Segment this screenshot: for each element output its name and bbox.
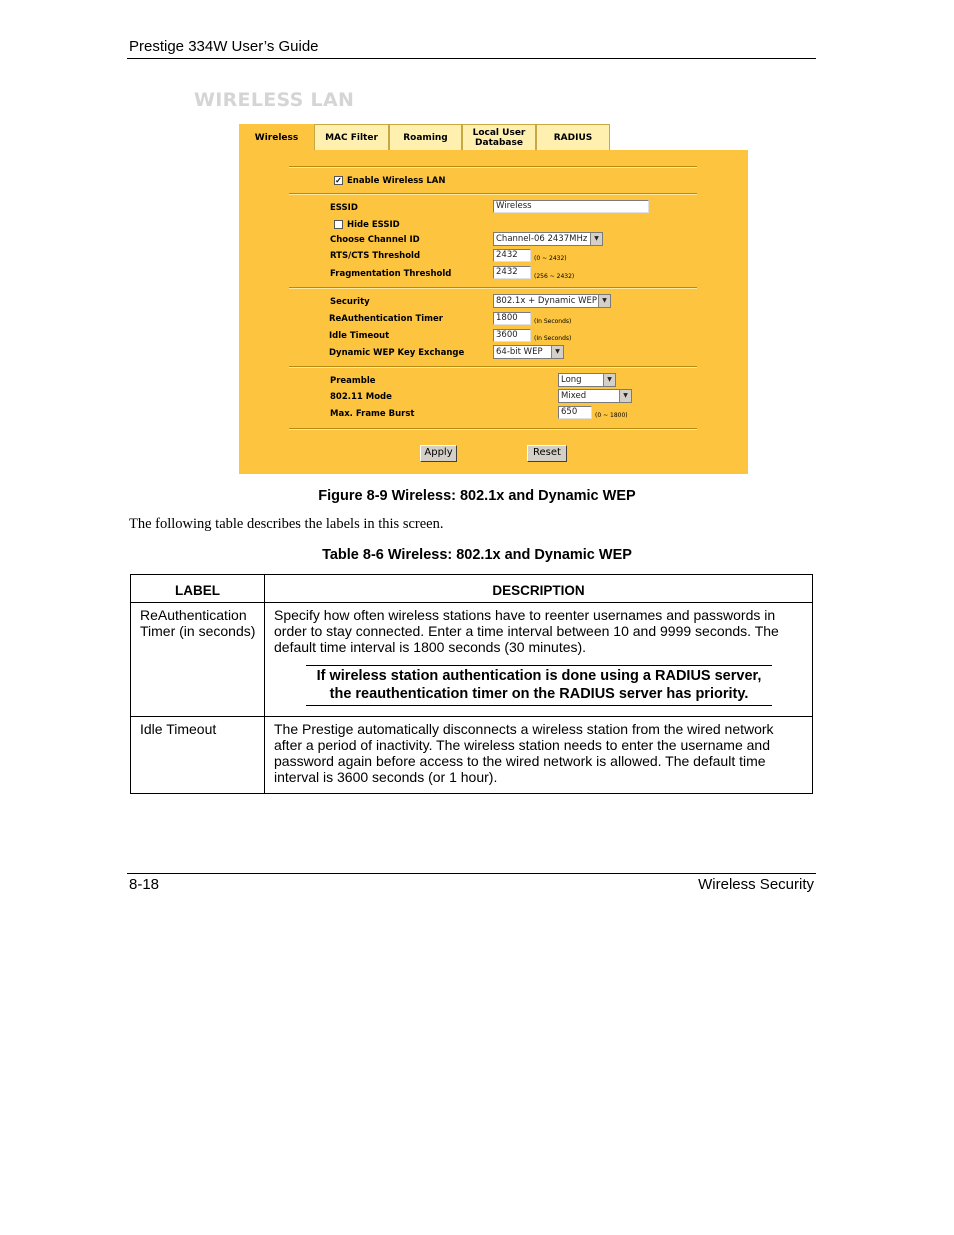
- row-description: The Prestige automatically disconnects a wireless station from the wired network after a period of inactivity. The wireless station needs to enter the username and password again before access to the wired network is allowed. The default time interval is 3600 seconds (or 1 hour).: [265, 717, 813, 794]
- row-description: [265, 603, 813, 717]
- intro-text: The following table describes the labels in this screen.: [129, 516, 444, 532]
- preamble-select-value: Long: [561, 375, 582, 385]
- rts-label: RTS/CTS Threshold: [330, 251, 421, 261]
- essid-label: ESSID: [330, 203, 358, 213]
- frame-burst-label: Max. Frame Burst: [330, 409, 415, 419]
- idle-timeout-input[interactable]: 3600: [493, 329, 531, 342]
- fragmentation-label: Fragmentation Threshold: [330, 269, 452, 279]
- description-table: [130, 574, 813, 794]
- header-divider: [127, 58, 816, 59]
- enable-wireless-lan-checkbox[interactable]: ✓: [335, 176, 342, 185]
- idle-timeout-label: Idle Timeout: [329, 331, 390, 341]
- table-header-row: [131, 575, 813, 603]
- rts-input[interactable]: 2432: [493, 249, 531, 262]
- wep-key-exchange-value: 64-bit WEP: [496, 347, 543, 357]
- reauth-timer-label: ReAuthentication Timer: [329, 314, 443, 324]
- channel-label: Choose Channel ID: [330, 235, 420, 245]
- tab-bar: [239, 124, 610, 150]
- security-label: Security: [330, 297, 370, 307]
- channel-select[interactable]: [493, 232, 603, 246]
- idle-timeout-hint: (In Seconds): [534, 335, 572, 342]
- wep-key-exchange-label: Dynamic WEP Key Exchange: [329, 348, 465, 358]
- wireless-settings-panel: [239, 150, 748, 474]
- reset-button[interactable]: Reset: [527, 445, 567, 462]
- chevron-down-icon: ▼: [619, 390, 631, 402]
- label-column-header: LABEL: [131, 575, 265, 603]
- page-number: 8-18: [129, 876, 160, 893]
- description-text: Specify how often wireless stations have to reenter usernames and passwords in order to stay connected. Enter a time interval between 10 and 9999 seconds. The default time interval is 1800 seconds (30 minutes).: [274, 607, 779, 655]
- tab-mac-filter[interactable]: MAC Filter: [314, 124, 389, 150]
- essid-input[interactable]: Wireless: [493, 200, 649, 213]
- security-select-value: 802.1x + Dynamic WEP: [496, 296, 597, 306]
- chevron-down-icon: ▼: [590, 233, 602, 245]
- description-column-header: DESCRIPTION: [265, 575, 813, 603]
- chevron-down-icon: ▼: [603, 374, 615, 386]
- section-name: Wireless Security: [698, 876, 814, 893]
- row-label: Idle Timeout: [131, 717, 265, 794]
- reauth-timer-hint: (In Seconds): [534, 318, 572, 325]
- divider: [289, 193, 697, 194]
- apply-button[interactable]: Apply: [420, 445, 457, 462]
- header-title: Prestige 334W User’s Guide: [129, 38, 319, 55]
- preamble-select[interactable]: [558, 373, 616, 387]
- figure-caption: Figure 8-9 Wireless: 802.1x and Dynamic WEP: [318, 488, 636, 504]
- fragmentation-input[interactable]: 2432: [493, 266, 531, 279]
- hide-essid-label: Hide ESSID: [347, 220, 400, 230]
- reauth-timer-input[interactable]: 1800: [493, 312, 531, 325]
- tab-roaming[interactable]: Roaming: [389, 124, 462, 150]
- channel-select-value: Channel-06 2437MHz: [496, 234, 588, 244]
- mode-select[interactable]: [558, 389, 632, 403]
- row-label: ReAuthentication Timer (in seconds): [131, 603, 265, 717]
- chevron-down-icon: ▼: [551, 346, 563, 358]
- mode-label: 802.11 Mode: [330, 392, 392, 402]
- table-row: [131, 717, 813, 794]
- fragmentation-range-hint: (256 ~ 2432): [534, 273, 575, 280]
- divider: [289, 166, 697, 167]
- tab-local-user-database[interactable]: Local User Database: [462, 124, 536, 150]
- note-box: If wireless station authentication is done using a RADIUS server, the reauthentication timer on the RADIUS server has priority.: [306, 665, 772, 706]
- hide-essid-checkbox[interactable]: [334, 220, 343, 229]
- mode-select-value: Mixed: [561, 391, 587, 401]
- screen-title: WIRELESS LAN: [194, 89, 355, 111]
- preamble-label: Preamble: [330, 376, 376, 386]
- tab-wireless[interactable]: Wireless: [239, 124, 314, 150]
- divider: [289, 287, 697, 288]
- security-select[interactable]: [493, 294, 611, 308]
- divider: [289, 366, 697, 367]
- frame-burst-hint: (0 ~ 1800): [595, 412, 628, 419]
- tab-radius[interactable]: RADIUS: [536, 124, 610, 150]
- rts-range-hint: (0 ~ 2432): [534, 255, 567, 262]
- table-caption: Table 8-6 Wireless: 802.1x and Dynamic WEP: [322, 547, 632, 563]
- divider: [289, 428, 697, 429]
- chevron-down-icon: ▼: [598, 295, 610, 307]
- table-row: [131, 603, 813, 717]
- enable-wireless-lan-label: Enable Wireless LAN: [347, 176, 446, 186]
- footer-divider: [127, 873, 816, 874]
- frame-burst-input[interactable]: 650: [558, 406, 592, 419]
- wep-key-exchange-select[interactable]: [493, 345, 564, 359]
